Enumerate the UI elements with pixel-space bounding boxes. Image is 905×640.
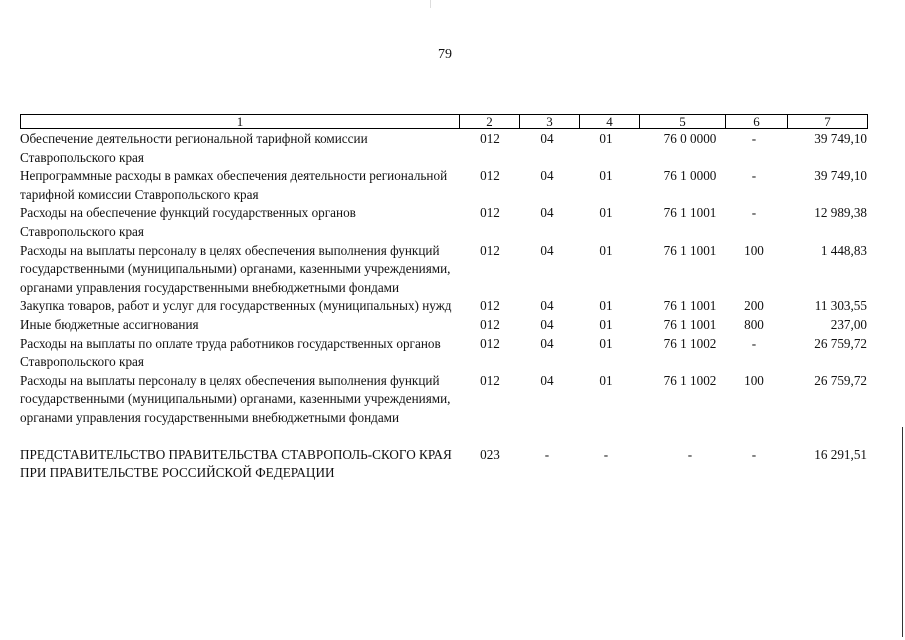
row-amount: 12 989,38 [814,205,867,221]
row-amount: 11 303,55 [814,298,867,314]
row-subsection-code: 01 [599,205,613,221]
row-amount: 39 749,10 [814,168,867,184]
row-section-code: 04 [540,168,554,184]
row-subsection-code: 01 [599,242,613,258]
table-header [20,114,868,129]
row-name: Расходы на обеспечение функций государственных органов Ставропольского края [20,205,356,239]
table-row [20,446,870,483]
table-row [20,167,870,204]
row-ministry-code: 012 [480,242,500,258]
row-section-code: 04 [540,335,554,351]
row-ministry-code: 012 [480,372,500,388]
table-row [20,316,870,335]
row-subsection-code: 01 [599,335,613,351]
row-name: Иные бюджетные ассигнования [20,316,199,332]
table-row [20,130,870,167]
row-target-article: 76 1 0000 [663,168,717,184]
row-section-code: 04 [540,131,554,146]
row-ministry-code: 012 [480,205,500,221]
row-expense-type: - [751,131,757,146]
row-subsection-code: 01 [599,168,613,184]
table-row [20,372,870,428]
row-name: Расходы на выплаты персоналу в целях обеспечения выполнения функций государственными (муниципальными) органами, казенными учреждениями, органами управления государственными внебюджетными фондами [20,372,451,425]
table-row [20,204,870,241]
row-expense-type: - [751,205,757,221]
row-expense-type: 100 [744,372,764,388]
row-amount: 39 749,10 [814,131,867,146]
row-name: Закупка товаров, работ и услуг для государственных (муниципальных) нужд [20,298,452,314]
row-amount: 26 759,72 [814,372,867,388]
row-expense-type: - [751,168,757,184]
row-subsection-code: 01 [599,372,613,388]
row-expense-type: 100 [744,242,764,258]
scan-artifact [430,0,431,8]
row-target-article: 76 1 1001 [663,298,717,314]
row-section-code: 04 [540,205,554,221]
header-col-3: 3 [519,115,579,128]
row-target-article: 76 1 1001 [663,205,717,221]
row-name: Непрограммные расходы в рамках обеспечения деятельности региональной тарифной комиссии Ставропольского края [20,168,448,202]
row-section-code: 04 [540,316,554,332]
row-name: Обеспечение деятельности региональной тарифной комиссии Ставропольского края [20,131,368,165]
row-ministry-code: 012 [480,335,500,351]
row-subsection-code: 01 [599,131,613,146]
row-target-article: 76 1 1001 [663,242,717,258]
header-col-7: 7 [787,115,867,128]
row-expense-type: - [751,446,757,462]
row-subsection-code: - [603,446,609,462]
row-section-code: 04 [540,298,554,314]
row-section-code: 04 [540,242,554,258]
table-row [20,335,870,372]
row-section-code: - [544,446,550,462]
row-expense-type: 800 [744,316,764,332]
table-row [20,242,870,298]
header-col-1: 1 [236,114,244,129]
row-section-code: 04 [540,372,554,388]
row-ministry-code: 012 [480,316,500,332]
row-ministry-code: 023 [480,446,500,462]
row-subsection-code: 01 [599,316,613,332]
header-col-6: 6 [725,115,787,128]
row-amount: 1 448,83 [820,242,867,258]
row-ministry-code: 012 [480,131,500,146]
row-name: ПРЕДСТАВИТЕЛЬСТВО ПРАВИТЕЛЬСТВА СТАВРОПОЛЬ-СКОГО КРАЯ ПРИ ПРАВИТЕЛЬСТВЕ РОССИЙСКОЙ ФЕДЕРАЦИИ [20,446,452,481]
row-target-article: 76 1 1002 [663,372,717,388]
header-col-5: 5 [639,115,725,128]
row-ministry-code: 012 [480,298,500,314]
row-name: Расходы на выплаты персоналу в целях обеспечения выполнения функций государственными (муниципальными) органами, казенными учреждениями, органами управления государственными внебюджетными фондами [20,242,451,295]
row-target-article: 76 1 1001 [663,316,717,332]
row-subsection-code: 01 [599,298,613,314]
row-name: Расходы на выплаты по оплате труда работников государственных органов Ставропольского края [20,335,441,370]
row-target-article: - [687,446,693,462]
row-amount: 237,00 [830,316,867,332]
page-number: 79 [438,47,452,62]
header-col-4: 4 [579,115,639,128]
scan-artifact [902,427,903,637]
row-expense-type: 200 [744,298,764,314]
table-body [20,130,870,483]
row-amount: 16 291,51 [814,446,867,462]
row-expense-type: - [751,335,757,351]
header-col-2: 2 [459,115,519,128]
row-target-article: 76 1 1002 [663,335,717,351]
row-ministry-code: 012 [480,168,500,184]
row-amount: 26 759,72 [814,335,867,351]
table-row [20,297,870,316]
row-target-article: 76 0 0000 [663,131,717,146]
